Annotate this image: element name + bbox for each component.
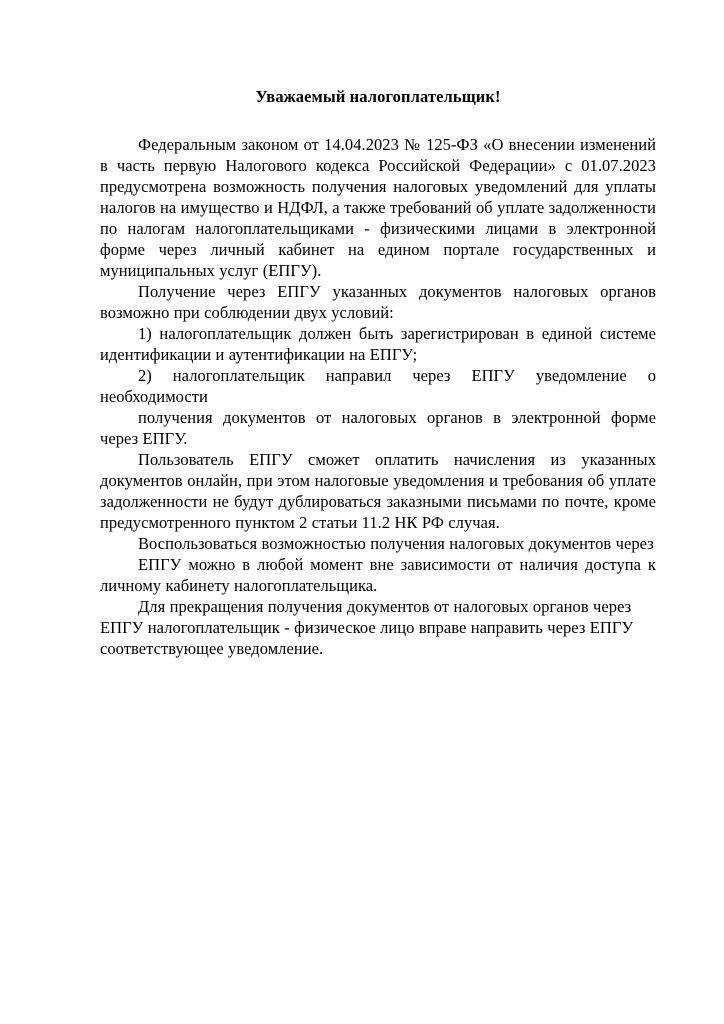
paragraph-termination: Для прекращения получения документов от налоговых органов через ЕПГУ налогоплательщик - физическое лицо вправе направить через ЕПГУ соответствующее уведомление. [100, 597, 634, 658]
paragraph-condition-2-continued: получения документов от налоговых органов в электронной форме через ЕПГУ. [100, 408, 656, 448]
page-title: Уважаемый налогоплательщик! [255, 87, 501, 106]
list-item-condition-2: 2) налогоплательщик направил через ЕПГУ уведомление о необходимости [100, 366, 656, 406]
paragraph-anytime-access: Воспользоваться возможностью получения налоговых документов через [138, 534, 654, 553]
paragraph-anytime-access-continued: ЕПГУ можно в любой момент вне зависимости от наличия доступа к личному кабинету налогоплательщика. [100, 555, 656, 595]
paragraph-payment-online: Пользователь ЕПГУ сможет оплатить начисления из указанных документов онлайн, при этом налоговые уведомления и требования об уплате задолженности не будут дублироваться заказными письмами по почте, кроме предусмотренного пунктом 2 статьи 11.2 НК РФ случая. [100, 450, 656, 532]
title-spacer [100, 107, 656, 134]
paragraph-federal-law: Федеральным законом от 14.04.2023 № 125-ФЗ «О внесении изменений в часть первую Налогового кодекса Российской Федерации» с 01.07.2023 предусмотрена возможность получения налоговых уведомлений для уплаты налогов на имущество и НДФЛ, а также требований об уплате задолженности по налогам налогоплательщиками - физическими лицами в электронной форме через личный кабинет на едином портале государственных и муниципальных услуг (ЕПГУ). [100, 135, 656, 280]
list-item-condition-1: 1) налогоплательщик должен быть зарегистрирован в единой системе идентификации и аутентификации на ЕПГУ; [100, 324, 656, 364]
paragraph-conditions-intro: Получение через ЕПГУ указанных документов налоговых органов возможно при соблюдении двух условий: [100, 282, 656, 322]
document-body [100, 0, 656, 659]
